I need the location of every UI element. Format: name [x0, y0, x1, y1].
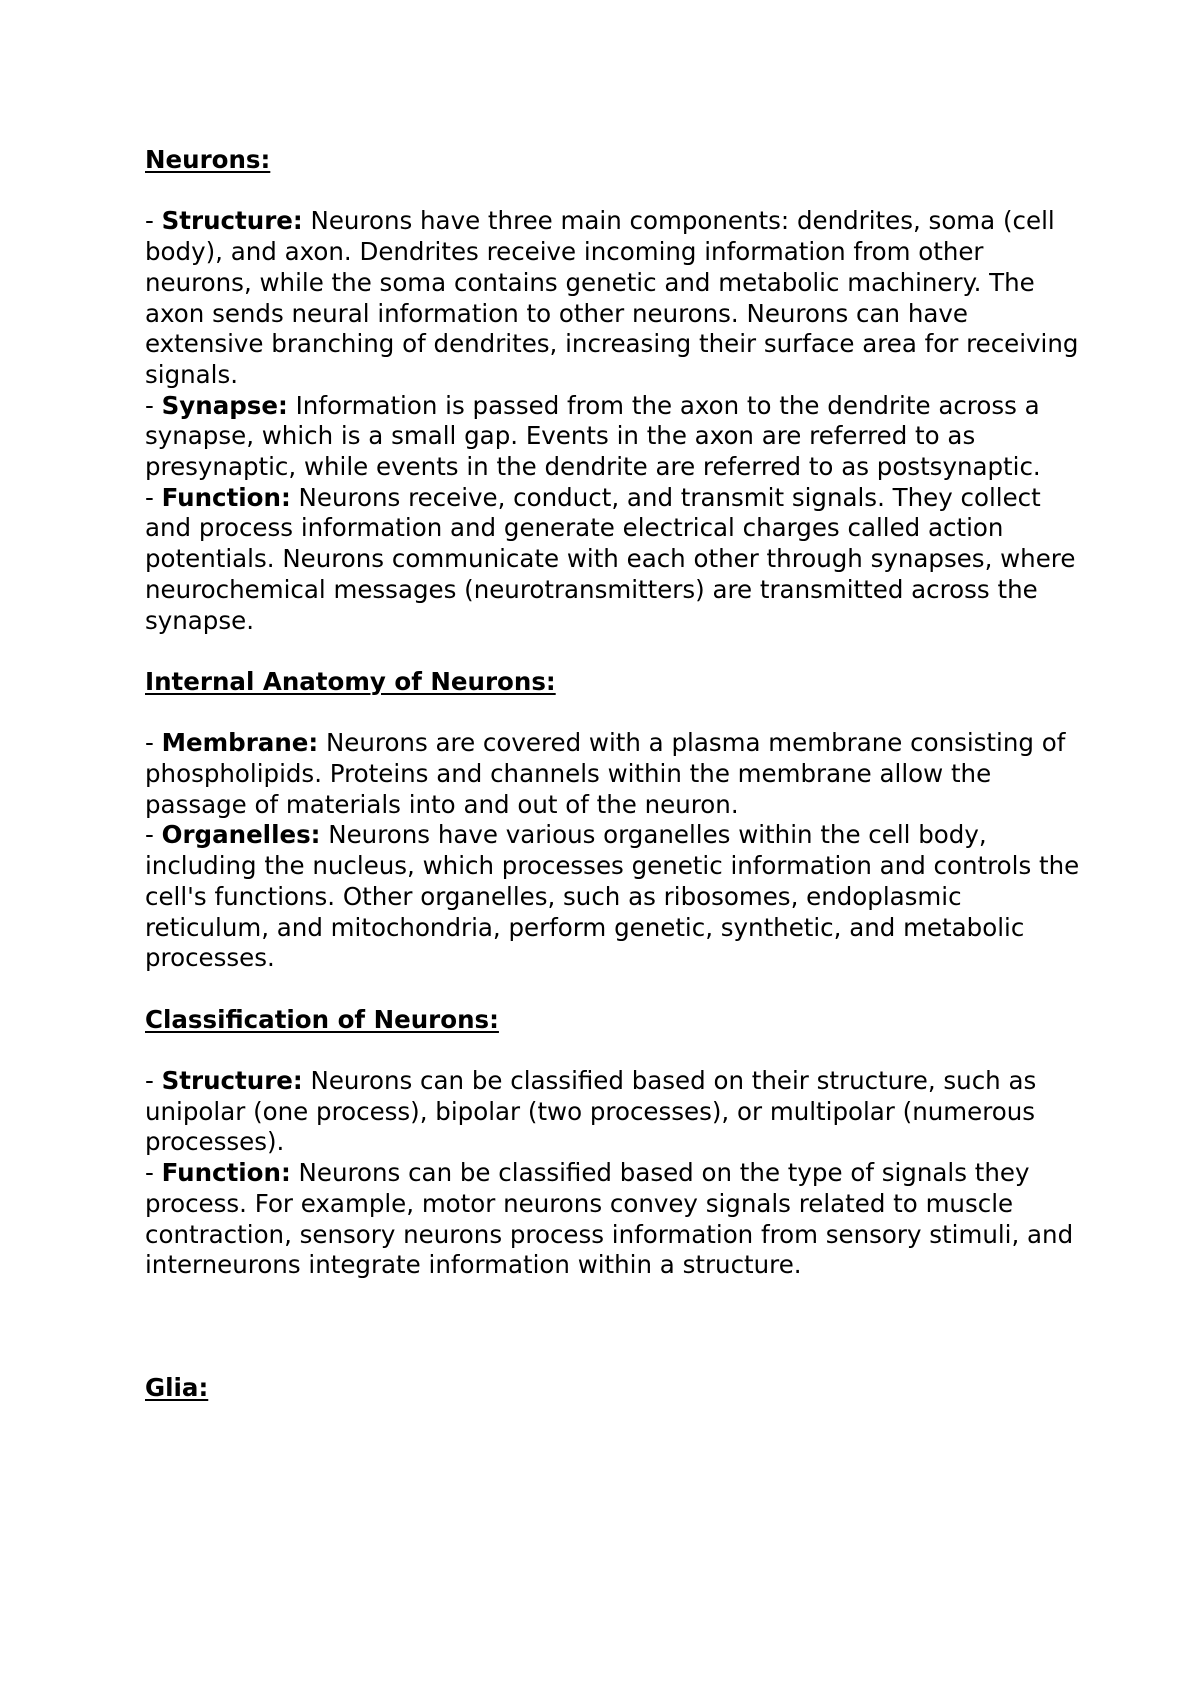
item-term: Organelles: — [161, 820, 321, 850]
list-item-function — [145, 483, 1085, 637]
item-term: Function: — [161, 1158, 291, 1188]
item-term: Structure: — [161, 206, 303, 236]
item-term: Structure: — [161, 1066, 303, 1096]
list-item-structure — [145, 1066, 1085, 1158]
list-item-organelles — [145, 820, 1085, 974]
list-item-structure — [145, 206, 1085, 390]
item-text: Neurons have various organelles within the cell body, including the nucleus, which processes genetic information and controls the cell's functions. Other organelles, such as ribosomes, endoplasmic reticulum, and mitochondria, perform genetic, synthetic, and metabolic processes. — [145, 820, 1080, 973]
list-item-function — [145, 1158, 1085, 1281]
bullet-dash: - — [145, 728, 162, 758]
item-text: Neurons have three main components: dendrites, soma (cell body), and axon. Dendrites receive incoming information from other neurons, while the soma contains genetic and metabolic machinery. The axon sends neural information to other neurons. Neurons can have extensive branching of dendrites, increasing their surface area for receiving signals. — [145, 206, 1079, 389]
section-heading-neurons: Neurons: — [145, 145, 271, 174]
bullet-dash: - — [145, 820, 162, 850]
bullet-dash: - — [145, 390, 162, 420]
section-heading-internal-anatomy: Internal Anatomy of Neurons: — [145, 666, 556, 696]
item-term: Function: — [161, 482, 291, 512]
item-text: Neurons are covered with a plasma membrane consisting of phospholipids. Proteins and channels within the membrane allow the passage of materials into and out of the neuron. — [145, 728, 1066, 819]
item-text: Neurons receive, conduct, and transmit signals. They collect and process information and generate electrical charges called action potentials. Neurons communicate with each other through synapses, where neurochemical messages (neurotransmitters) are transmitted across the synapse. — [145, 482, 1076, 635]
item-term: Membrane: — [161, 728, 319, 758]
document-body — [145, 145, 1085, 1404]
list-item-synapse — [145, 391, 1085, 483]
bullet-dash: - — [145, 1066, 162, 1096]
list-item-membrane — [145, 728, 1085, 820]
section-heading-classification: Classification of Neurons: — [145, 1004, 499, 1034]
item-term: Synapse: — [161, 390, 288, 420]
item-text: Neurons can be classified based on their structure, such as unipolar (one process), bipolar (two processes), or multipolar (numerous processes). — [145, 1066, 1037, 1157]
section-heading-glia: Glia: — [145, 1372, 209, 1402]
item-text: Neurons can be classified based on the type of signals they process. For example, motor neurons convey signals related to muscle contraction, sensory neurons process information from sensory stimuli, and interneurons integrate information within a structure. — [145, 1158, 1074, 1280]
bullet-dash: - — [145, 482, 162, 512]
bullet-dash: - — [145, 206, 162, 236]
item-text: Information is passed from the axon to the dendrite across a synapse, which is a small gap. Events in the axon are referred to as presynaptic, while events in the dendrite are referred to as postsynaptic. — [145, 390, 1041, 482]
bullet-dash: - — [145, 1158, 162, 1188]
